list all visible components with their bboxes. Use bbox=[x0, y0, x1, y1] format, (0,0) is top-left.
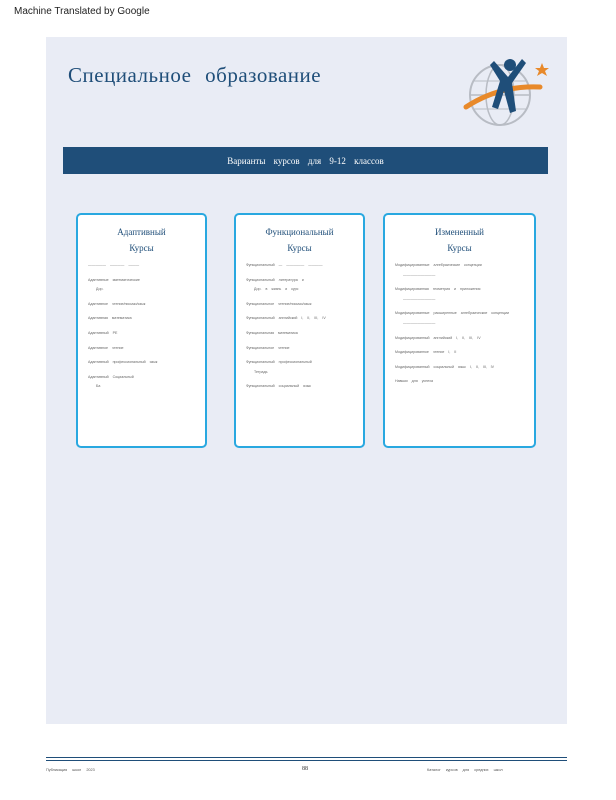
course-list bbox=[385, 263, 534, 384]
list-item: Адаптивная математика bbox=[88, 316, 132, 321]
list-item: Модифицированное чтение I, II bbox=[395, 350, 457, 355]
card-title: Функциональный bbox=[265, 227, 334, 237]
content-panel bbox=[46, 37, 567, 724]
list-item: Функциональное чтение bbox=[246, 345, 290, 350]
list-item: Функциональный профессиональный Тетрадь bbox=[246, 360, 312, 374]
list-item: Модифицированные расширенные алгебраические концепции ————————— bbox=[395, 311, 509, 325]
list-item: Функциональный литература и Дор. в жизнь и курс bbox=[246, 277, 304, 292]
page-title: Специальное образование bbox=[68, 63, 322, 87]
list-item: Модифицированные алгебраические концепции ————————— bbox=[395, 263, 482, 277]
list-item: Модифицированный социальный язык I, II, III, IV bbox=[395, 364, 495, 369]
list-item: Функциональное чтение/письмо/язык bbox=[246, 301, 312, 306]
card-subtitle: Курсы bbox=[447, 243, 472, 253]
footer-right-text: Каталог курсов для средних школ bbox=[427, 768, 503, 772]
list-item: Модифицированная геометрия и приложения ————————— bbox=[395, 287, 481, 301]
logo-icon bbox=[460, 47, 552, 133]
machine-translation-banner: Machine Translated by Google bbox=[14, 6, 150, 17]
modified-courses-card bbox=[383, 213, 536, 448]
list-item: Функциональный социальный язык bbox=[246, 384, 311, 389]
card-title: Измененный bbox=[435, 227, 484, 237]
list-item: Адаптивный PE bbox=[88, 330, 118, 335]
card-subtitle: Курсы bbox=[129, 243, 154, 253]
grades-banner: Варианты курсов для 9-12 классов bbox=[63, 147, 548, 174]
list-item: Адаптивный Социальный Ба bbox=[88, 374, 134, 389]
list-item: Адаптивное чтение/письмо/язык bbox=[88, 301, 146, 306]
page-number: 88 bbox=[302, 766, 308, 772]
list-item: Функциональный — ————— ———— bbox=[246, 263, 323, 267]
list-item: Функциональная математика bbox=[246, 330, 298, 335]
card-title: Адаптивный bbox=[117, 227, 166, 237]
list-item: Функциональный английский I, II, III, IV bbox=[246, 316, 326, 321]
functional-courses-card bbox=[234, 213, 365, 448]
footer-left-text: Публикация школ 2023 bbox=[46, 768, 95, 772]
footer-divider bbox=[46, 760, 567, 761]
list-item: Модифицированный английский I, II, III, IV bbox=[395, 335, 481, 340]
list-item: Адаптивное чтение bbox=[88, 345, 124, 350]
card-subtitle: Курсы bbox=[287, 243, 312, 253]
adaptive-courses-card bbox=[76, 213, 207, 448]
course-list bbox=[236, 263, 363, 389]
list-item: Адаптивный профессиональный язык bbox=[88, 360, 158, 365]
list-item: ————— ———— ——— bbox=[88, 263, 140, 267]
list-item: Навыки для успеха bbox=[395, 379, 433, 384]
course-list bbox=[78, 263, 205, 389]
footer-divider bbox=[46, 757, 567, 758]
list-item: Адаптивные математические Дор. bbox=[88, 277, 140, 292]
